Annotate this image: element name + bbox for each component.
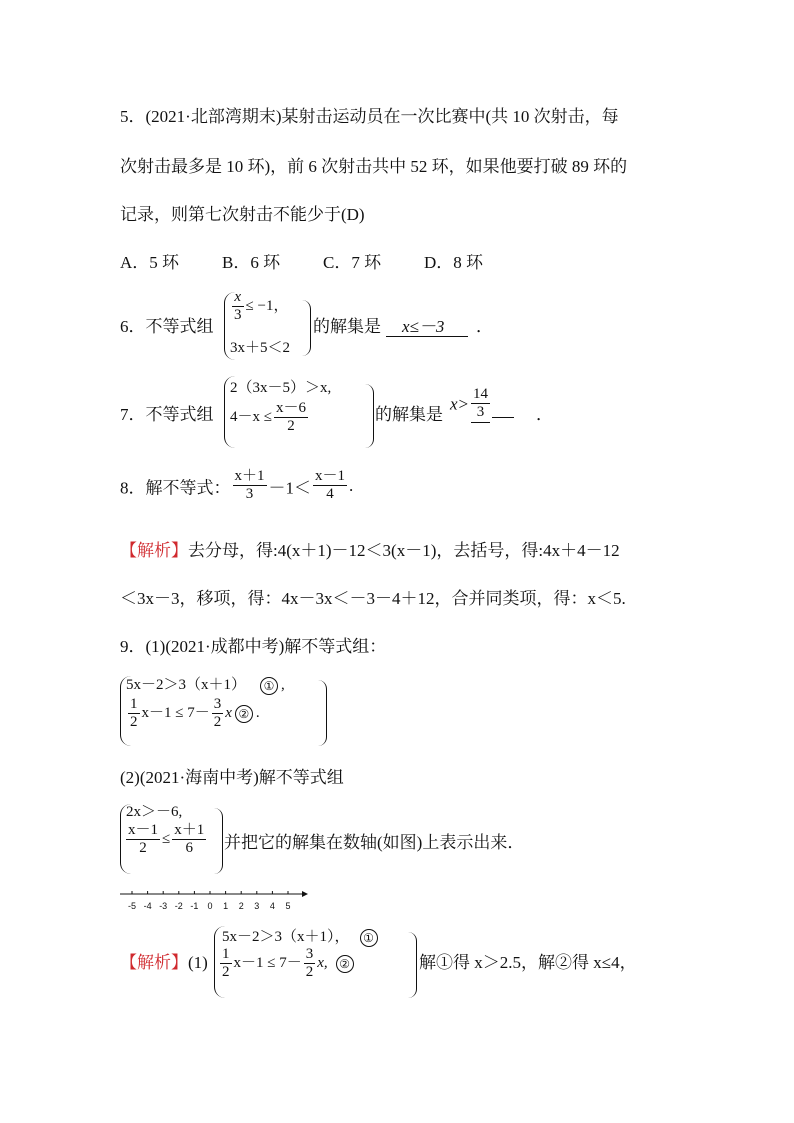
q6-prefix: 6．不等式组 xyxy=(120,317,214,336)
sol8-line2: ＜3x－3，移项，得：4x－3x＜－3－4＋12，合并同类项，得：x＜5. xyxy=(120,589,626,608)
number-line-tick-label: 2 xyxy=(238,901,244,911)
q7-eq2: 4－x ≤ $\frac{x-6}{2}$ xyxy=(230,400,306,435)
number-line-tick-label: 4 xyxy=(269,901,275,911)
number-line-tick-label: 3 xyxy=(254,901,260,911)
q9-part2: (2)(2021·海南中考)解不等式组 xyxy=(120,768,344,787)
q9-p2-eq1: 2x＞－6, xyxy=(126,804,183,820)
q9-p1-right-brace xyxy=(318,680,327,746)
q9-p2-suffix: 并把它的解集在数轴(如图)上表示出来． xyxy=(224,833,525,852)
number-line-tick-label: -4 xyxy=(143,901,152,911)
number-line xyxy=(118,888,310,914)
sol9-right-brace xyxy=(408,932,417,998)
number-line-tick-label: 0 xyxy=(207,901,213,911)
q9-p2-eq2: $\frac{x-1}{2}$ ≤ $\frac{x+1}{6}$ xyxy=(128,822,205,857)
q7-suffix: 的解集是 xyxy=(375,405,443,424)
q5-line2: 次射击最多是 10 环)，前 6 次射击共中 52 环，如果他要打破 89 环的 xyxy=(120,157,628,176)
q9-p1-eq1: 5x－2＞3（x＋1） ① , xyxy=(126,677,285,693)
q6-answer-blank xyxy=(386,312,474,337)
q5-option-c: C．7 环 xyxy=(323,253,382,272)
sol8-tag: 【解析】 xyxy=(120,541,188,560)
q6-eq2: 3x＋5＜2 xyxy=(230,340,291,356)
number-line-tick-label: 1 xyxy=(223,901,229,911)
q5-option-a: A．5 环 xyxy=(120,253,180,272)
sol9-eq1: 5x－2＞3（x＋1）， ① xyxy=(222,925,381,947)
q5-line3: 记录，则第七次射击不能少于(D) xyxy=(120,205,365,224)
number-line-arrow-icon xyxy=(302,891,308,897)
sol8-line1: 【解析】去分母，得:4(x＋1)－12＜3(x－1)，去括号，得:4x＋4－12 xyxy=(120,541,620,560)
q8-line: 8．解不等式： $\frac{x+1}{3}$ －1＜ $\frac{x-1}{4}$ . xyxy=(120,468,354,503)
number-line-tick-label: -2 xyxy=(174,901,183,911)
q9-p2-right-brace xyxy=(214,808,223,874)
number-line-tick-label: -1 xyxy=(190,901,199,911)
q7-end: ． xyxy=(536,405,553,424)
number-line-tick-label: -3 xyxy=(159,901,168,911)
q9-line1: 9．(1)(2021·成都中考)解不等式组： xyxy=(120,637,387,656)
q5-line1: 5．(2021·北部湾期末)某射击运动员在一次比赛中(共 10 次射击，每 xyxy=(120,107,619,126)
sol9-tag: 【解析】 xyxy=(120,953,188,972)
q6-answer: x≤－3 xyxy=(386,317,468,337)
q5-option-b: B．6 环 xyxy=(222,253,281,272)
sol9-eq2: $\frac{1}{2}$ x－1 ≤ 7－ $\frac{3}{2}$ x, ② xyxy=(218,946,357,982)
q6-suffix: 的解集是 xyxy=(313,317,381,336)
q6-eq1: $\frac{x}{3}$ ≤ −1， xyxy=(234,289,289,324)
q6-right-brace xyxy=(302,300,311,356)
sol9-lead: 【解析】(1) xyxy=(120,953,208,972)
sol9-tail: 解①得 x＞2.5，解②得 x≤4， xyxy=(419,953,637,972)
q7-prefix: 7．不等式组 xyxy=(120,405,214,424)
q7-answer: x> $\frac{14}{3}$ xyxy=(450,386,514,423)
q7-eq1: 2（3x－5）＞x, xyxy=(230,380,332,396)
number-line-tick-label: -5 xyxy=(127,901,137,911)
q7-right-brace xyxy=(365,384,374,448)
q9-p1-eq2: $\frac{1}{2}$ x－1 ≤ 7－ $\frac{3}{2}$ x ② . xyxy=(130,696,260,731)
number-line-tick-label: 5 xyxy=(285,901,291,911)
q6-end: ． xyxy=(476,317,493,336)
q5-option-d: D．8 环 xyxy=(424,253,484,272)
